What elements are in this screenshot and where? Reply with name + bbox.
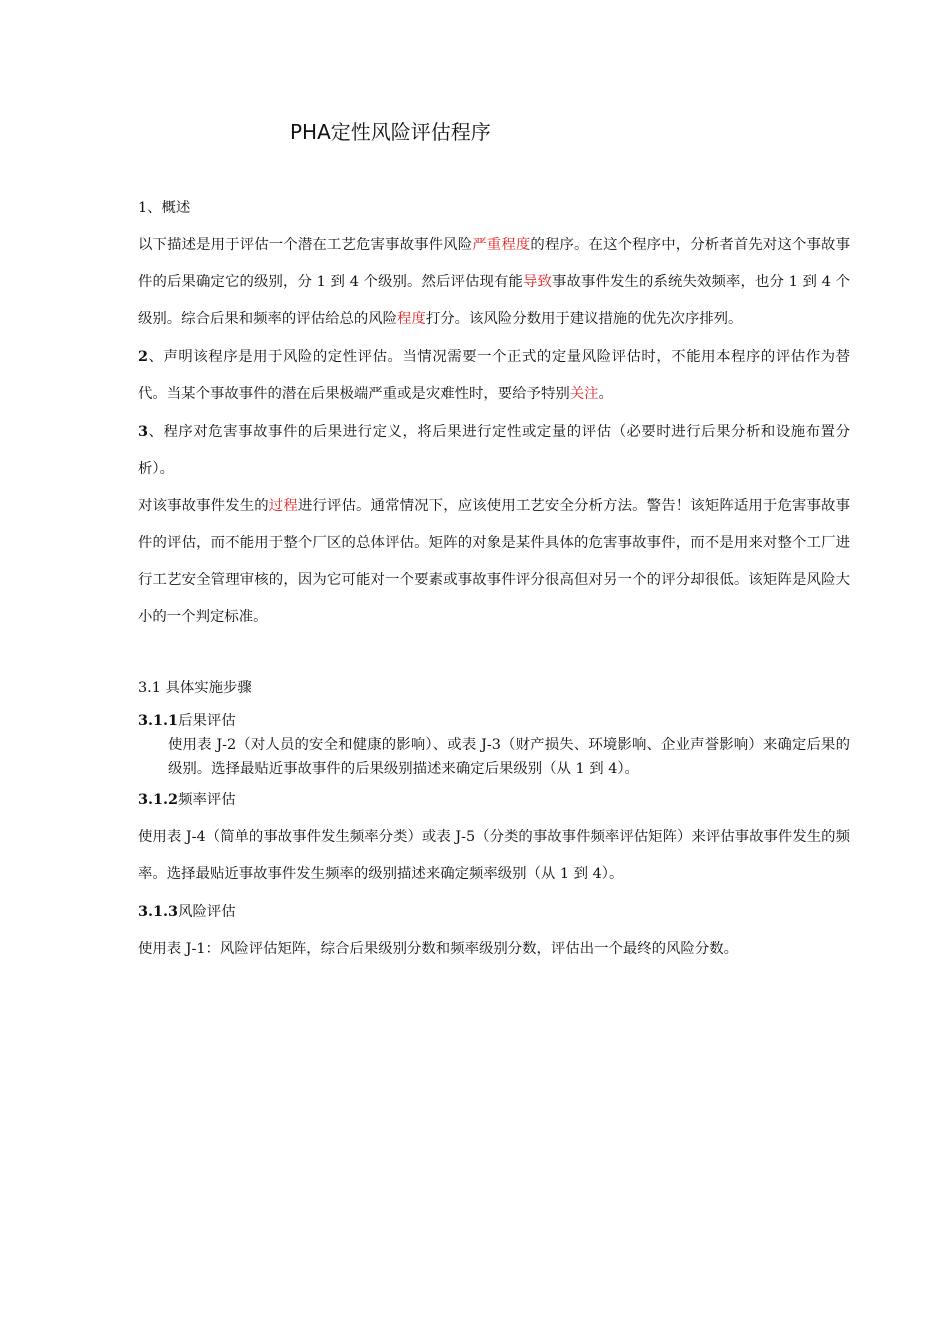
section-3-p2-text-b: 进行评估。通常情况下，应该使用工艺安全分析方法。警告！该矩阵适用于危害事故事件的评估，而不能用于整个厂区的总体评估。矩阵的对象是某件具体的危害事故事件，而不是用来对整个工厂进行工艺安全管理审核的，因为它可能对一个要素或事故事件评分很高但对另一个的评分却很低。该矩阵是风险大小的一个判定标准。: [138, 498, 850, 625]
highlight-degree: 程度: [397, 311, 426, 327]
highlight-severity: 严重程度: [472, 237, 531, 253]
section-1-paragraph: [138, 227, 850, 338]
section-1-text-c: 事故事件发生的系统失效频率，也分 1 到 4 个级别。综合后果和频率的评估给总的风险: [138, 274, 850, 327]
highlight-cause: 导致: [523, 274, 553, 290]
section-2-text-a: 、声明该程序是用于风险的定性评估。当情况需要一个正式的定量风险评估时，不能用本程序的评估作为替代。当某个事故事件的潜在后果极端严重或是灾难性时，要给予特别: [138, 349, 850, 402]
section-1-text-b: 的程序。在这个程序中，分析者首先对这个事故事件的后果确定它的级别，分 1 到 4 个级别。然后评估现有能: [138, 237, 850, 290]
section-2-text-b: 。: [598, 386, 613, 402]
section-3-paragraph-2: [138, 488, 850, 636]
document-title: PHA定性风险评估程序: [290, 120, 491, 144]
highlight-process: 过程: [268, 498, 298, 514]
section-1-text-d: 打分。该风险分数用于建议措施的优先次序排列。: [425, 311, 743, 327]
section-2-paragraph: [138, 338, 850, 413]
section-3-1-1-number: 3.1.1: [138, 712, 179, 729]
section-3-number: 3: [138, 423, 149, 440]
section-3-1-2-heading: [138, 781, 850, 819]
section-1-text-a: 以下描述是用于评估一个潜在工艺危害事故事件风险: [138, 237, 473, 253]
section-3-text: 、程序对危害事故事件的后果进行定义，将后果进行定性或定量的评估（必要时进行后果分析和设施布置分析）。: [138, 424, 850, 477]
highlight-attention: 关注: [569, 386, 599, 402]
spacer: [138, 636, 850, 670]
section-3-1-1-heading: [138, 709, 850, 733]
section-3-1-1-text: 使用表 J-2（对人员的安全和健康的影响）、或表 J-3（财产损失、环境影响、企业声誉影响）来确定后果的级别。选择最贴近事故事件的后果级别描述来确定后果级别（从 1 到 4）。: [168, 737, 850, 777]
section-3-1-heading: 3.1 具体实施步骤: [138, 680, 252, 696]
section-3-1-1: [138, 709, 850, 781]
section-2-number: 2: [138, 348, 149, 365]
section-3-1-3-text: 使用表 J-1：风险评估矩阵，综合后果级别分数和频率级别分数，评估出一个最终的风险分数。: [138, 941, 738, 957]
section-1-heading: 1、概述: [138, 200, 191, 216]
section-3-1-1-title: 后果评估: [178, 713, 236, 729]
section-3-1-3-number: 3.1.3: [138, 903, 179, 920]
section-3-1-2-number: 3.1.2: [138, 791, 179, 808]
section-3-paragraph: [138, 413, 850, 488]
section-3-1-3-title: 风险评估: [178, 904, 236, 920]
section-3-1-2-title: 频率评估: [178, 792, 236, 808]
document-body: [138, 190, 850, 968]
section-3-1-3-heading: [138, 893, 850, 931]
section-3-1-2-text: 使用表 J-4（简单的事故事件发生频率分类）或表 J-5（分类的事故事件频率评估矩阵）来评估事故事件发生的频率。选择最贴近事故事件发生频率的级别描述来确定频率级别（从 1 到 4）。: [138, 829, 850, 882]
section-3-p2-text-a: 对该事故事件发生的: [138, 498, 269, 514]
